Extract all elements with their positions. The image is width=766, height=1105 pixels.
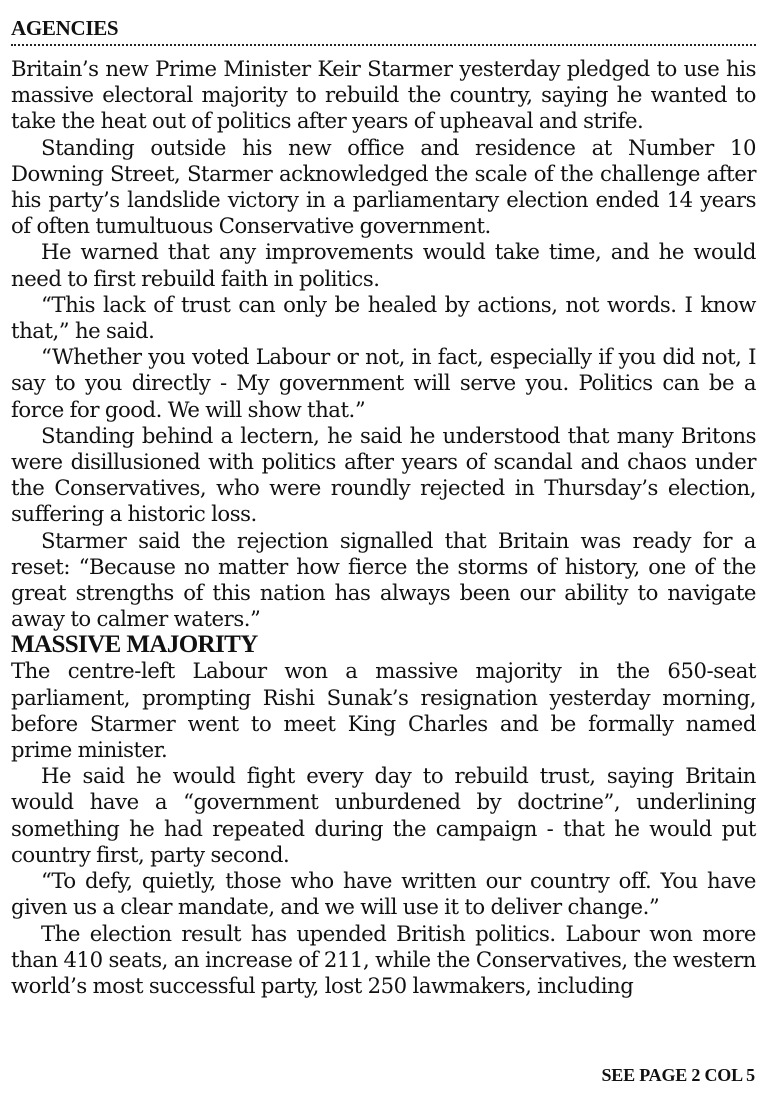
article-paragraph: He warned that any improvements would take time, and he would need to first rebuild faith in politics. [11,239,756,291]
article-paragraph: “To defy, quietly, those who have written our country off. You have given us a clear mandate, and we will use it to deliver change.” [11,868,756,920]
article-paragraph: The election result has upended British politics. Labour won more than 410 seats, an increase of 211, while the Conservatives, the western world’s most successful party, lost 250 lawmakers, including [11,920,756,998]
article-paragraph: Standing behind a lectern, he said he understood that many Britons were disillusioned with politics after years of scandal and chaos under the Conservatives, who were roundly rejected in Thursday’s election, suffering a historic loss. [11,422,756,527]
article-paragraph: Britain’s new Prime Minister Keir Starmer yesterday pledged to use his massive electoral majority to rebuild the country, saying he wanted to take the heat out of politics after years of upheaval and strife. [11,56,756,134]
article-paragraph: Standing outside his new office and residence at Number 10 Downing Street, Starmer acknowledged the scale of the challenge after his party’s landslide victory in a parliamentary election ended 14 years of often tumultuous Conservative government. [11,134,756,239]
section-subheading: MASSIVE MAJORITY [11,631,258,659]
article-paragraph: “This lack of trust can only be healed by actions, not words. I know that,” he said. [11,291,756,344]
article-paragraph: Starmer said the rejection signalled that Britain was ready for a reset: “Because no matter how fierce the storms of history, one of the great strengths of this nation has always been our ability to navigate away to calmer waters.” [11,527,756,632]
byline: AGENCIES [11,16,119,40]
article-paragraph: He said he would fight every day to rebuild trust, saying Britain would have a “government unburdened by doctrine”, underlining something he had repeated during the campaign - that he would put country first, party second. [11,763,756,867]
article-body [11,14,756,999]
article-paragraph: “Whether you voted Labour or not, in fact, especially if you did not, I say to you directly - My government will serve you. Politics can be a force for good. We will show that.” [11,344,756,422]
article-paragraph: The centre-left Labour won a massive majority in the 650-seat parliament, prompting Rishi Sunak’s resignation yesterday morning, before Starmer went to meet King Charles and be formally named prime minister. [11,658,756,763]
continued-jump-line: SEE PAGE 2 COL 5 [601,1065,755,1085]
dotted-divider [11,44,756,46]
